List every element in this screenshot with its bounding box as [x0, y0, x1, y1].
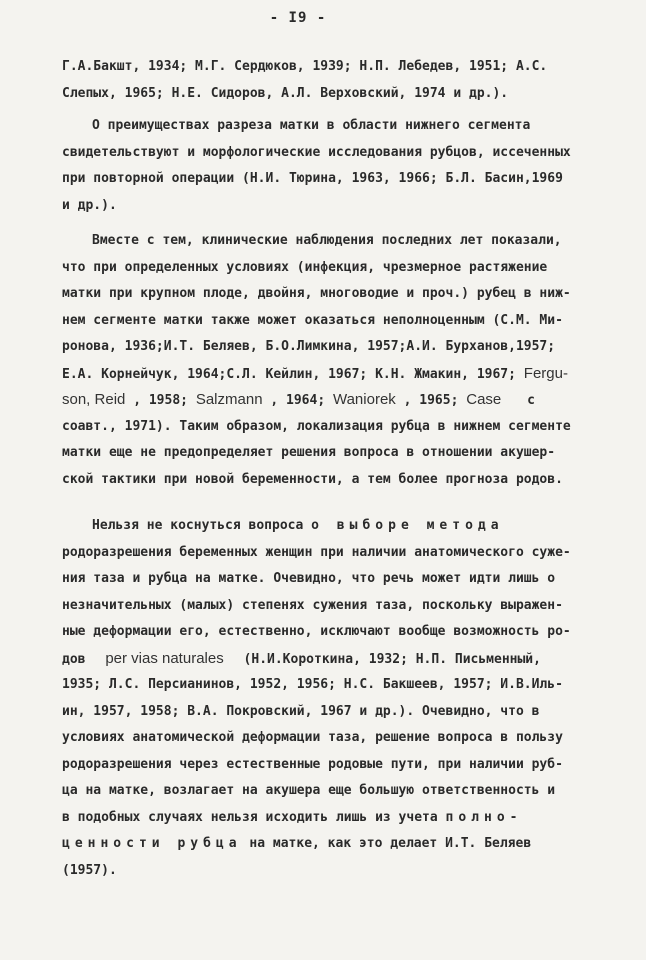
text-line: 1935; Л.С. Персианинов, 1952, 1956; Н.С. Бакшеев, 1957; И.В.Иль- — [62, 677, 563, 692]
text-line: матки еще не предопределяет решения вопроса в отношении акушер- — [62, 445, 556, 460]
text-line — [62, 361, 602, 388]
text-line: ния таза и рубца на матке. Очевидно, что речь может идти лишь о — [62, 571, 556, 586]
paragraph-4 — [62, 513, 602, 884]
text-segment: в подобных случаях нельзя исходить лишь из учета — [62, 809, 438, 825]
text-line: незначительных (малых) степенях сужения таза, поскольку выражен- — [62, 597, 563, 613]
text-segment: , 1965; — [403, 393, 459, 408]
text-segment: (Н.И.Короткина, 1932; Н.П. Письменный, — [243, 651, 541, 667]
text-line: ные деформации его, естественно, исключают вообще возможность ро- — [62, 624, 571, 639]
text-line: родоразрешения через естественные родовые пути, при наличии руб- — [62, 756, 563, 772]
text-segment: Нельзя не коснуться вопроса — [92, 518, 304, 533]
text-line: ин, 1957, 1958; В.А. Покровский, 1967 и др.). Очевидно, что в — [62, 703, 540, 719]
emphasized-text: о выборе метода — [311, 518, 504, 533]
text-segment: Е.А. Корнейчук, 1964;С.Л. Кейлин, 1967; К.Н. Жмакин, 1967; — [62, 366, 516, 382]
text-line: соавт., 1971). Таким образом, локализация рубца в нижнем сегменте — [62, 418, 571, 434]
text-line: при повторной операции (Н.И. Тюрина, 1963, 1966; Б.Л. Басин,1969 — [62, 171, 563, 186]
text-line: и др.). — [62, 197, 117, 213]
paragraph-3 — [62, 228, 602, 493]
paragraph-1 — [62, 54, 602, 107]
handwritten-insert: Waniorek — [332, 391, 396, 408]
text-line: Г.А.Бакшт, 1934; М.Г. Сердюков, 1939; Н.П. Лебедев, 1951; А.С. — [62, 59, 548, 74]
text-segment: , 1964; — [270, 393, 326, 408]
text-segment: с — [527, 393, 535, 408]
text-line — [62, 513, 602, 540]
text-line: условиях анатомической деформации таза, решение вопроса в пользу — [62, 730, 563, 745]
handwritten-insert: Salzmann — [195, 391, 263, 408]
text-line: Вместе с тем, клинические наблюдения последних лет показали, — [92, 233, 562, 248]
page-number: - I9 - — [269, 10, 327, 26]
text-line: Слепых, 1965; Н.Е. Сидоров, А.Л. Верховский, 1974 и др.). — [62, 85, 509, 101]
handwritten-insert: per vias naturales — [105, 649, 224, 667]
text-segment: на матке, как это делает И.Т. Беляев — [249, 836, 532, 851]
text-line — [62, 805, 602, 832]
emphasized-text: полно- — [445, 809, 523, 825]
handwritten-insert: son, Reid — [62, 391, 126, 408]
text-line: О преимуществах разреза матки в области нижнего сегмента — [92, 118, 531, 133]
text-line: (1957). — [62, 862, 117, 878]
text-line: матки при крупном плоде, двойня, многоводие и проч.) рубец в ниж- — [62, 286, 571, 301]
text-line: свидетельствуют и морфологические исследования рубцов, иссеченных — [62, 144, 571, 160]
emphasized-text: ценности рубца — [62, 836, 242, 851]
text-line: что при определенных условиях (инфекция, чрезмерное растяжение — [62, 259, 548, 275]
handwritten-insert: Case — [466, 391, 502, 408]
text-segment: , 1958; — [133, 393, 188, 408]
text-line: родоразрешения беременных женщин при наличии анатомического суже- — [62, 544, 571, 560]
handwritten-insert: Fergu- — [523, 364, 568, 382]
text-line: нем сегменте матки также может оказаться неполноценным (С.М. Ми- — [62, 312, 563, 328]
text-line — [62, 646, 602, 673]
text-line: ронова, 1936;И.Т. Беляев, Б.О.Лимкина, 1957;А.И. Бурханов,1957; — [62, 339, 556, 354]
text-line: ца на матке, возлагает на акушера еще большую ответственность и — [62, 783, 556, 798]
text-line — [62, 387, 602, 414]
paragraph-2 — [62, 113, 602, 219]
text-segment: дов — [62, 651, 86, 667]
text-line — [62, 831, 602, 858]
text-line: ской тактики при новой беременности, а тем более прогноза родов. — [62, 471, 563, 487]
